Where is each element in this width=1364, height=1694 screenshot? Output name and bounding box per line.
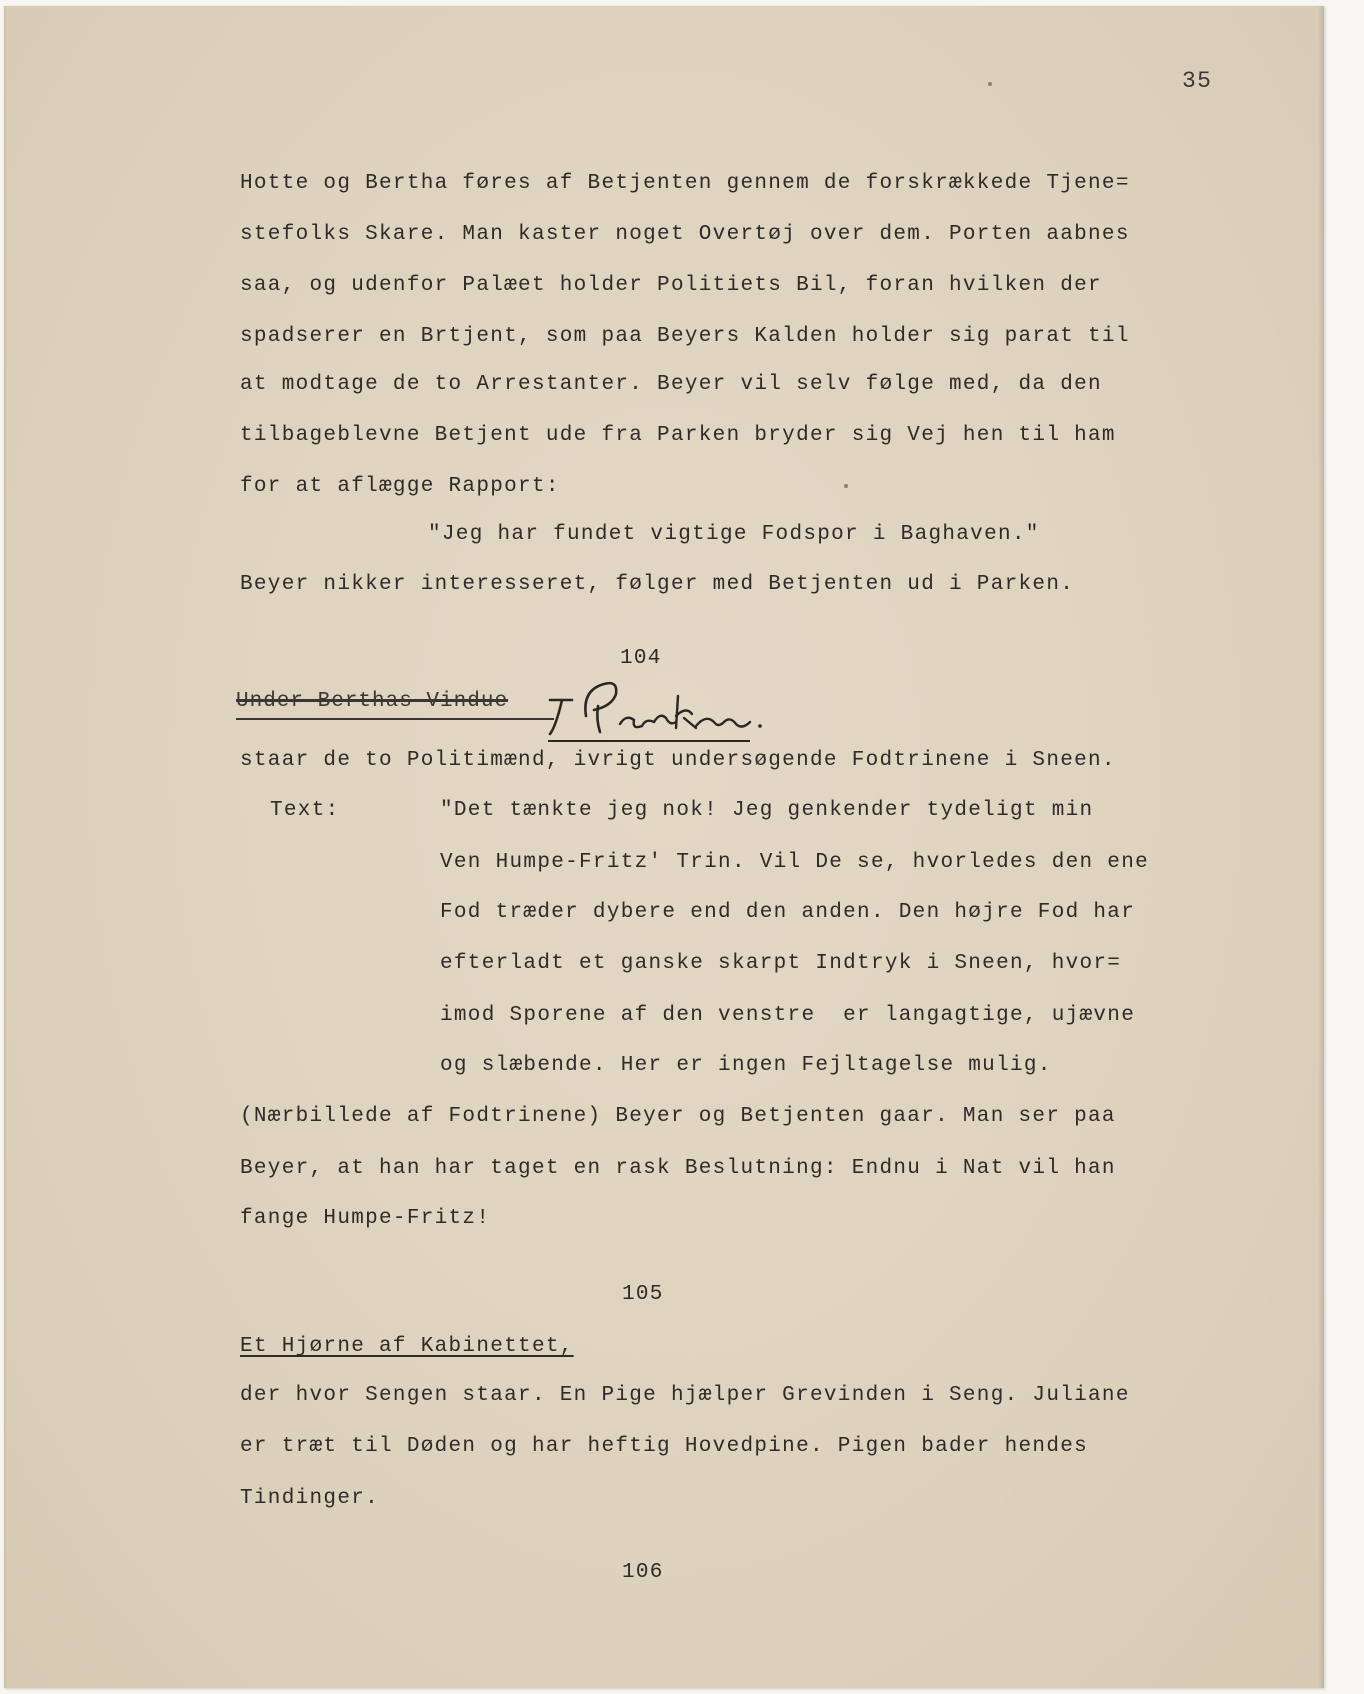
scene-description: staar de to Politimænd, ivrigt undersøgende Fodtrinene i Sneen. bbox=[240, 749, 1116, 772]
paragraph-line: der hvor Sengen staar. En Pige hjælper Grevinden i Seng. Juliane bbox=[240, 1384, 1130, 1407]
quote-line: "Jeg har fundet vigtige Fodspor i Baghaven." bbox=[428, 523, 1040, 546]
paper-speck bbox=[844, 484, 848, 488]
paragraph-line: Beyer nikker interesseret, følger med Betjenten ud i Parken. bbox=[240, 573, 1075, 596]
paragraph-line: fange Humpe-Fritz! bbox=[240, 1207, 491, 1230]
dialogue-line: og slæbende. Her er ingen Fejltagelse mulig. bbox=[440, 1054, 1052, 1077]
scene-number: 105 bbox=[622, 1283, 664, 1306]
dialogue-line: Fod træder dybere end den anden. Den højre Fod har bbox=[440, 901, 1136, 924]
paper-speck bbox=[988, 82, 992, 86]
struck-heading-text: Under Berthas Vindue bbox=[236, 690, 509, 713]
page-edge-shadow bbox=[1318, 6, 1324, 1688]
dialogue-line: "Det tænkte jeg nok! Jeg genkender tydeligt min bbox=[440, 799, 1094, 822]
dialogue-line: imod Sporene af den venstre er langagtige, ujævne bbox=[440, 1004, 1136, 1027]
scene-number: 104 bbox=[620, 647, 662, 670]
paragraph-line: for at aflægge Rapport: bbox=[240, 475, 560, 498]
paragraph-line: stefolks Skare. Man kaster noget Overtøj over dem. Porten aabnes bbox=[240, 223, 1130, 246]
paragraph-line: Tindinger. bbox=[240, 1487, 380, 1510]
paragraph-line: Hotte og Bertha føres af Betjenten gennem de forskrækkede Tjene= bbox=[240, 172, 1130, 195]
paragraph-line: saa, og udenfor Palæet holder Politiets Bil, foran hvilken der bbox=[240, 274, 1102, 297]
dialogue-line: efterladt et ganske skarpt Indtryk i Sneen, hvor= bbox=[440, 952, 1122, 975]
scene-heading: Et Hjørne af Kabinettet, bbox=[240, 1335, 574, 1358]
paragraph-line: (Nærbillede af Fodtrinene) Beyer og Betjenten gaar. Man ser paa bbox=[240, 1105, 1116, 1128]
scene-number: 106 bbox=[622, 1561, 664, 1584]
paragraph-line: at modtage de to Arrestanter. Beyer vil selv følge med, da den bbox=[240, 373, 1102, 396]
handwritten-heading-underline bbox=[548, 740, 750, 742]
handwritten-heading bbox=[546, 676, 806, 746]
text-label: Text: bbox=[270, 799, 340, 822]
paragraph-line: Beyer, at han har taget en rask Beslutning: Endnu i Nat vil han bbox=[240, 1157, 1116, 1180]
paragraph-line: er træt til Døden og har heftig Hovedpine. Pigen bader hendes bbox=[240, 1435, 1089, 1458]
paragraph-line: tilbageblevne Betjent ude fra Parken bryder sig Vej hen til ham bbox=[240, 424, 1116, 447]
struck-heading bbox=[236, 684, 556, 724]
dialogue-line: Ven Humpe-Fritz' Trin. Vil De se, hvorledes den ene bbox=[440, 851, 1150, 874]
paragraph-line: spadserer en Brtjent, som paa Beyers Kalden holder sig parat til bbox=[240, 325, 1130, 348]
heading-underline bbox=[236, 718, 554, 720]
page-number: 35 bbox=[1182, 68, 1213, 94]
